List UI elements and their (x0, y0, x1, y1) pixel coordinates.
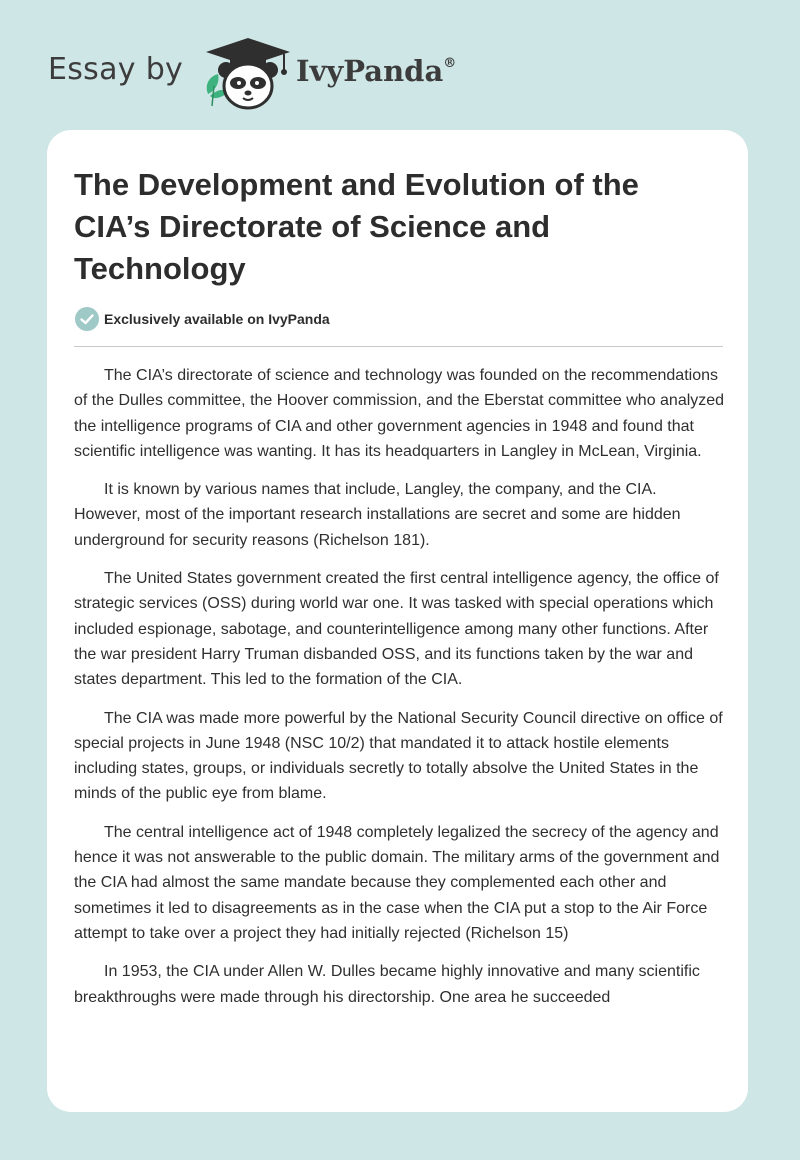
essay-card (47, 130, 748, 1112)
paragraph: The CIA’s directorate of science and technology was founded on the recommendations of the Dulles committee, the Hoover commission, and the Eberstat committee who analyzed the intelligence programs of CIA and other government agencies in 1948 and found that scientific intelligence was wanting. It has its headquarters in Langley in McLean, Virginia. (74, 367, 725, 460)
paragraph: The CIA was made more powerful by the National Security Council directive on office of special projects in June 1948 (NSC 10/2) that mandated it to attack hostile elements including states, groups, or individuals secretly to totally absolve the United States in the minds of the public eye from blame. (74, 709, 723, 803)
page-title: The Development and Evolution of the CIA’s Directorate of Science and Technology (74, 167, 639, 286)
badge-text: Exclusively available on IvyPanda (104, 311, 330, 327)
registered-mark: ® (443, 56, 457, 71)
check-circle-icon (74, 306, 100, 332)
brand-prefix: Essay by (48, 52, 184, 87)
paragraph: The central intelligence act of 1948 completely legalized the secrecy of the agency and hence it was not answerable to the public domain. The military arms of the government and the CIA had almost the same mandate because they complemented each other and sometimes it led to disagreements as in the case when the CIA put a stop to the Air Force attempt to take over a project they had initially rejected (Richelson 15) (74, 823, 720, 942)
essay-body (74, 363, 726, 1023)
panda-graduate-icon[interactable] (200, 36, 296, 112)
paragraph: It is known by various names that include, Langley, the company, and the CIA. However, most of the important research installations are secret and some are hidden underground for security reasons (Richelson 181). (74, 481, 681, 549)
site-header (0, 0, 800, 130)
exclusive-badge (74, 306, 330, 332)
divider (74, 346, 723, 347)
paragraph: In 1953, the CIA under Allen W. Dulles became highly innovative and many scientific breakthroughs were made through his directorship. One area he succeeded (74, 963, 700, 1006)
paragraph: The United States government created the first central intelligence agency, the office of strategic services (OSS) during world war one. It was tasked with special operations which included espionage, sabotage, and counterintelligence among many other functions. After the war president Harry Truman disbanded OSS, and its functions taken by the war and states department. This led to the formation of the CIA. (74, 570, 719, 689)
brand-name[interactable]: IvyPanda® (296, 54, 457, 88)
